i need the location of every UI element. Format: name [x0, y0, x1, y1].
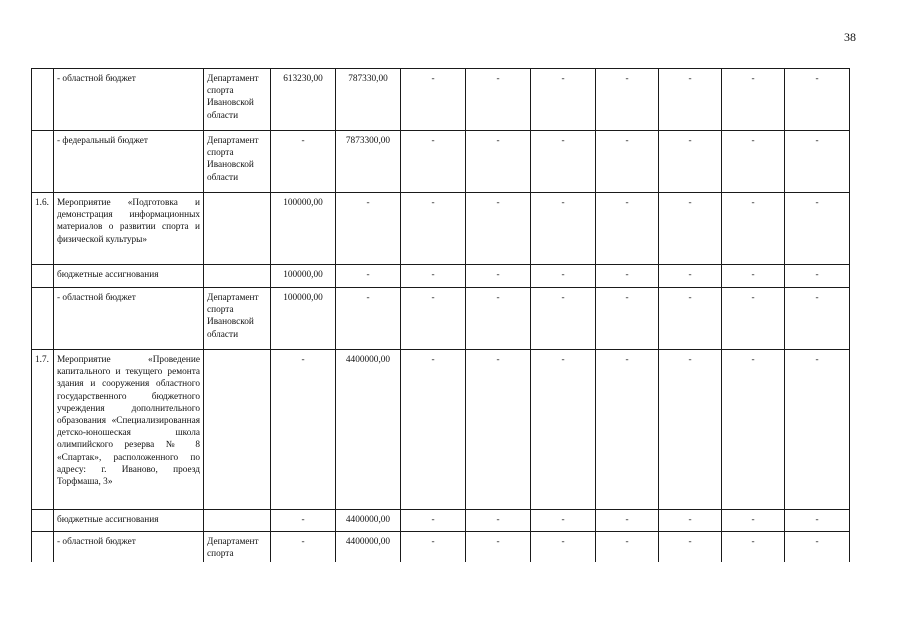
measure-name-cell: бюджетные ассигнования	[54, 265, 204, 288]
page-number: 38	[844, 30, 856, 44]
value-cell: -	[596, 288, 659, 350]
row-number-cell	[32, 131, 54, 193]
value-cell: -	[401, 510, 466, 532]
value-cell: -	[785, 510, 850, 532]
value-cell: -	[336, 288, 401, 350]
value-cell: -	[722, 350, 785, 510]
value-cell: -	[596, 350, 659, 510]
value-cell: -	[785, 69, 850, 131]
value-cell: -	[401, 350, 466, 510]
value-cell: -	[722, 532, 785, 563]
value-cell: -	[401, 265, 466, 288]
value-cell: -	[722, 510, 785, 532]
value-cell: -	[722, 69, 785, 131]
value-cell: -	[531, 265, 596, 288]
value-cell: -	[785, 288, 850, 350]
value-cell: -	[466, 510, 531, 532]
value-cell: -	[659, 131, 722, 193]
value-cell: -	[596, 69, 659, 131]
value-cell: -	[401, 69, 466, 131]
value-cell: 613230,00	[271, 69, 336, 131]
row-number-cell	[32, 265, 54, 288]
value-cell: 4400000,00	[336, 350, 401, 510]
value-cell: -	[271, 532, 336, 563]
value-cell: -	[466, 265, 531, 288]
value-cell: -	[531, 510, 596, 532]
value-cell: -	[659, 510, 722, 532]
value-cell: -	[785, 193, 850, 265]
row-number-cell	[32, 532, 54, 563]
table-row	[32, 288, 850, 350]
measure-name-cell: - областной бюджет	[54, 532, 204, 563]
value-cell: -	[401, 288, 466, 350]
executor-cell	[204, 265, 271, 288]
value-cell: 4400000,00	[336, 510, 401, 532]
measure-name-cell: Мероприятие «Подготовка и демонстрация информационных материалов о развитии спорта и физической культуры»	[54, 193, 204, 265]
value-cell: -	[785, 265, 850, 288]
value-cell: 100000,00	[271, 193, 336, 265]
value-cell: -	[401, 532, 466, 563]
table-row	[32, 69, 850, 131]
table-row	[32, 193, 850, 265]
table-row	[32, 532, 850, 563]
table-row	[32, 265, 850, 288]
executor-cell	[204, 193, 271, 265]
row-number-cell: 1.7.	[32, 350, 54, 510]
value-cell: 100000,00	[271, 265, 336, 288]
value-cell: -	[659, 350, 722, 510]
value-cell: -	[271, 510, 336, 532]
value-cell: -	[659, 69, 722, 131]
value-cell: -	[785, 131, 850, 193]
value-cell: 787330,00	[336, 69, 401, 131]
executor-cell	[204, 350, 271, 510]
row-number-cell	[32, 288, 54, 350]
value-cell: 4400000,00	[336, 532, 401, 563]
value-cell: -	[336, 193, 401, 265]
value-cell: -	[596, 131, 659, 193]
row-number-cell: 1.6.	[32, 193, 54, 265]
value-cell: -	[466, 288, 531, 350]
executor-cell: Департамент спорта Ивановской области	[204, 288, 271, 350]
budget-table	[31, 68, 850, 562]
value-cell: -	[659, 265, 722, 288]
table-row	[32, 350, 850, 510]
executor-cell: Департамент спорта	[204, 532, 271, 563]
value-cell: -	[336, 265, 401, 288]
measure-name-cell: - областной бюджет	[54, 69, 204, 131]
value-cell: -	[659, 193, 722, 265]
measure-name-cell: Мероприятие «Проведение капитального и текущего ремонта здания и сооружения областного государственного бюджетного учреждения дополнительного образования «Специализированная детско-юношеская школа олимпийского резерва № 8 «Спартак», расположенного по адресу: г. Иваново, проезд Торфмаша, 3»	[54, 350, 204, 510]
value-cell: -	[722, 131, 785, 193]
value-cell: -	[785, 532, 850, 563]
value-cell: -	[785, 350, 850, 510]
value-cell: 100000,00	[271, 288, 336, 350]
value-cell: -	[722, 265, 785, 288]
value-cell: -	[401, 131, 466, 193]
value-cell: -	[271, 350, 336, 510]
value-cell: -	[596, 265, 659, 288]
value-cell: -	[466, 193, 531, 265]
measure-name-cell: - областной бюджет	[54, 288, 204, 350]
value-cell: -	[596, 510, 659, 532]
value-cell: -	[722, 288, 785, 350]
value-cell: -	[596, 193, 659, 265]
executor-cell: Департамент спорта Ивановской области	[204, 131, 271, 193]
value-cell: -	[531, 193, 596, 265]
value-cell: -	[596, 532, 659, 563]
value-cell: -	[466, 532, 531, 563]
value-cell: -	[401, 193, 466, 265]
row-number-cell	[32, 69, 54, 131]
executor-cell	[204, 510, 271, 532]
value-cell: -	[271, 131, 336, 193]
value-cell: 7873300,00	[336, 131, 401, 193]
table-row	[32, 131, 850, 193]
value-cell: -	[531, 69, 596, 131]
row-number-cell	[32, 510, 54, 532]
table-row	[32, 510, 850, 532]
value-cell: -	[466, 131, 531, 193]
value-cell: -	[466, 350, 531, 510]
value-cell: -	[722, 193, 785, 265]
value-cell: -	[659, 532, 722, 563]
value-cell: -	[466, 69, 531, 131]
value-cell: -	[659, 288, 722, 350]
value-cell: -	[531, 288, 596, 350]
value-cell: -	[531, 350, 596, 510]
value-cell: -	[531, 131, 596, 193]
measure-name-cell: - федеральный бюджет	[54, 131, 204, 193]
measure-name-cell: бюджетные ассигнования	[54, 510, 204, 532]
executor-cell: Департамент спорта Ивановской области	[204, 69, 271, 131]
value-cell: -	[531, 532, 596, 563]
